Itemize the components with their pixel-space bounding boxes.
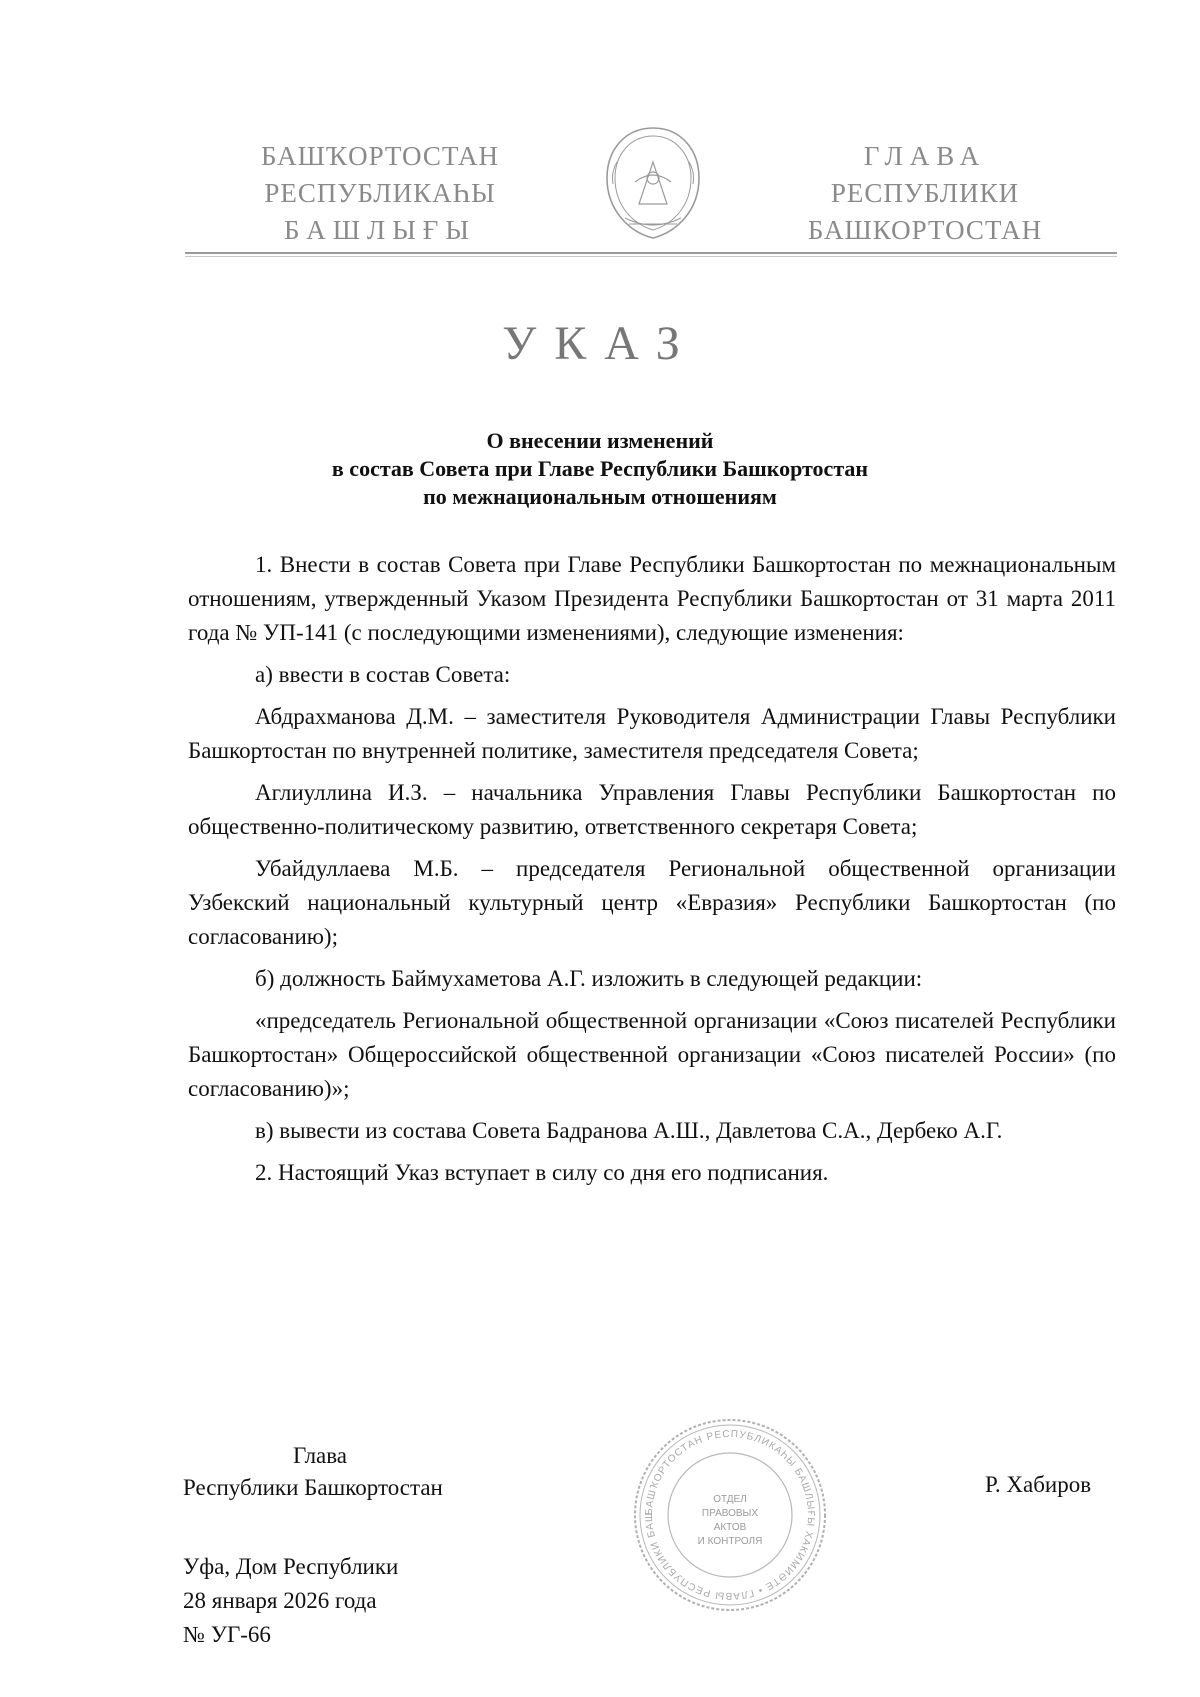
paragraph-1a: а) ввести в состав Совета: xyxy=(255,662,511,687)
header-left-line-3: БАШЛЫҒЫ xyxy=(284,215,476,245)
header-left-line-1: БАШҠОРТОСТАН xyxy=(260,141,500,171)
stamp-center-text xyxy=(688,1493,772,1549)
header-divider xyxy=(185,252,1117,257)
stamp-center-line-2: ПРАВОВЫХ АКТОВ xyxy=(701,1508,759,1533)
paragraph-member-2: Аглиуллина И.З. – начальника Управления Главы Республики Башкортостан по общественно-политическому развитию, ответственного секретаря Совета; xyxy=(188,780,1116,839)
signatory-name: Р. Хабиров xyxy=(985,1472,1092,1497)
paragraph-member-1: Абдрахманова Д.М. – заместителя Руководителя Администрации Главы Республики Башкортостан по внутренней политике, заместителя председателя Совета; xyxy=(188,704,1116,763)
paragraph-1c: в) вывести из состава Совета Бадранова А.Ш., Давлетова С.А., Дербеко А.Г. xyxy=(255,1118,1003,1143)
document-subject xyxy=(200,427,1000,511)
signatory-position-line-1: Глава xyxy=(293,1443,348,1468)
stamp-center-line-3: И КОНТРОЛЯ xyxy=(697,1536,763,1547)
document-body xyxy=(188,548,1116,1198)
subject-line-1: О внесении изменений xyxy=(486,428,714,453)
issue-details xyxy=(183,1550,398,1652)
header-right-line-3: БАШКОРТОСТАН xyxy=(807,215,1043,245)
paragraph-1b-text: «председатель Региональной общественной организации «Союз писателей Республики Башкортостан» Общероссийской общественной организации «Союз писателей России» (по согласованию)»; xyxy=(188,1008,1116,1101)
issue-number: № УГ-66 xyxy=(183,1622,271,1647)
header-right-line-2: РЕСПУБЛИКИ xyxy=(830,178,1020,208)
paragraph-member-3: Убайдуллаева М.Б. – председателя Региональной общественной организации Узбекский национальный культурный центр «Евразия» Республики Башкортостан (по согласованию); xyxy=(188,856,1116,949)
signatory-position-line-2: Республики Башкортостан xyxy=(183,1475,443,1500)
header-right-block xyxy=(775,138,1075,249)
paragraph-1b: б) должность Баймухаметова А.Г. изложить в следующей редакции: xyxy=(255,966,923,991)
issue-place: Уфа, Дом Республики xyxy=(183,1554,399,1579)
header-left-line-2: РЕСПУБЛИКАҺЫ xyxy=(264,178,496,208)
header-right-line-1: ГЛАВА xyxy=(863,141,987,171)
stamp-ring-text: БАШҠОРТОСТАН РЕСПУБЛИКАҺЫ БАШЛЫҒЫ ХАКИМИӘТЕ • ГЛАВЫ РЕСПУБЛИКИ БАШ xyxy=(643,1428,817,1602)
coat-of-arms-emblem xyxy=(595,122,711,244)
issue-date: 28 января 2026 года xyxy=(183,1588,377,1613)
official-stamp xyxy=(630,1415,830,1615)
subject-line-3: по межнациональным отношениям xyxy=(423,484,777,509)
subject-line-2: в состав Совета при Главе Республики Башкортостан xyxy=(331,456,869,481)
stamp-center-line-1: ОТДЕЛ xyxy=(713,1494,747,1505)
paragraph-2: 2. Настоящий Указ вступает в силу со дня его подписания. xyxy=(255,1160,829,1185)
document-title: УКАЗ xyxy=(502,317,698,370)
paragraph-1: 1. Внести в состав Совета при Главе Республики Башкортостан по межнациональным отношениям, утвержденный Указом Президента Республики Башкортостан от 31 марта 2011 года № УП-141 (с последующими изменениями), следующие изменения: xyxy=(188,552,1116,645)
signatory-position xyxy=(183,1440,443,1504)
header-left-block xyxy=(230,138,530,249)
